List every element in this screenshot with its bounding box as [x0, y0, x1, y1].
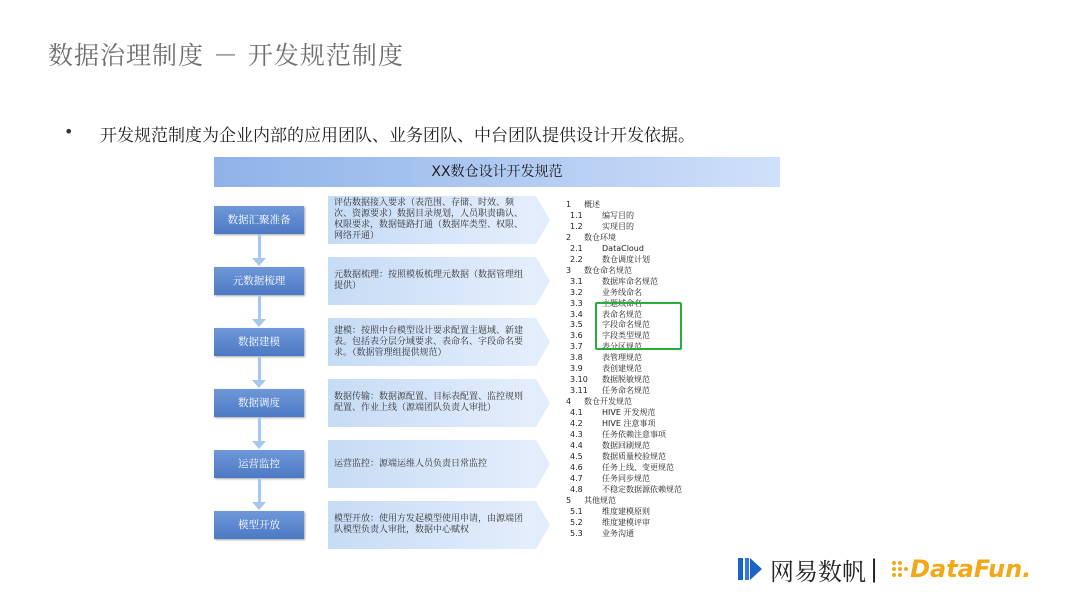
step-model-open: 模型开放 — [214, 511, 304, 539]
toc-entry-number: 2 — [566, 232, 572, 242]
toc-entry-title: 其他规范 — [584, 495, 714, 506]
toc-entry-number: 4.3 — [570, 429, 583, 439]
toc-entry-title: 数仓调度计划 — [602, 254, 732, 265]
toc-entry-number: 4 — [566, 397, 572, 407]
toc-entry — [570, 221, 784, 232]
toc-entry-title: 字段命名规范 — [602, 319, 732, 330]
step-metadata: 元数据梳理 — [214, 267, 304, 295]
slide-title: 数据治理制度 － 开发规范制度 — [48, 41, 404, 70]
toc-entry-title: 数仓命名规范 — [584, 265, 714, 276]
toc-entry-title: 数据回刷规范 — [602, 440, 732, 451]
highlight-box — [595, 302, 682, 350]
toc-entry — [570, 451, 784, 462]
toc-entry-number: 5.2 — [570, 517, 583, 527]
datafun-brand-text: DataFun. — [910, 555, 1032, 583]
toc-entry-title: 实现目的 — [602, 221, 732, 232]
toc-entry-number: 5 — [566, 495, 572, 505]
toc-entry — [570, 243, 784, 254]
toc-entry-title: 概述 — [584, 199, 714, 210]
netease-logo-icon — [736, 555, 764, 583]
toc-entry-title: 不稳定数据源依赖规范 — [602, 484, 732, 495]
flow-arrow — [258, 295, 261, 320]
toc-entry — [566, 232, 780, 243]
toc-entry-number: 1.2 — [570, 221, 583, 231]
flow-arrow — [258, 356, 261, 381]
toc-entry — [566, 396, 780, 407]
toc-entry-title: 任务命名规范 — [602, 385, 732, 396]
toc-entry-number: 3.6 — [570, 331, 583, 341]
toc-entry-title: 数据脱敏规范 — [602, 374, 732, 385]
datafun-dots-icon — [890, 559, 910, 579]
flow-arrow-head — [252, 441, 266, 449]
toc-entry — [570, 374, 784, 385]
toc-entry — [566, 199, 780, 210]
toc-entry — [570, 473, 784, 484]
toc-entry — [570, 418, 784, 429]
toc-entry-title: 任务上线、变更规范 — [602, 462, 732, 473]
flow-arrow — [258, 417, 261, 442]
toc-entry-number: 5.3 — [570, 528, 583, 538]
step-desc-model-open: 模型开放：使用方发起模型使用申请，由源端团队模型负责人审批，数据中心赋权 — [328, 501, 536, 549]
toc-entry-number: 3.5 — [570, 320, 583, 330]
toc-entry-number: 4.6 — [570, 462, 583, 472]
toc-entry — [570, 287, 784, 298]
spec-header: XX数仓设计开发规范 — [214, 157, 780, 187]
step-modeling: 数据建模 — [214, 328, 304, 356]
toc-entry-title: 维度建模原则 — [602, 506, 732, 517]
bullet-marker: • — [64, 122, 74, 141]
toc-entry-number: 3.1 — [570, 276, 583, 286]
toc-entry — [570, 210, 784, 221]
toc-entry-title: 数据质量校验规范 — [602, 451, 732, 462]
toc-entry-number: 5.1 — [570, 506, 583, 516]
toc-entry-number: 3.7 — [570, 342, 583, 352]
toc-entry-number: 4.7 — [570, 473, 583, 483]
toc-entry-number: 1 — [566, 200, 572, 209]
flow-arrow-head — [252, 258, 266, 266]
toc-entry — [570, 462, 784, 473]
branding — [736, 549, 1031, 589]
flow-arrow-head — [252, 502, 266, 510]
toc-entry-number: 4.4 — [570, 440, 583, 450]
step-scheduling: 数据调度 — [214, 389, 304, 417]
toc-entry-number: 3.4 — [570, 309, 583, 319]
desc-pointer — [536, 196, 550, 244]
desc-pointer — [536, 318, 550, 366]
desc-pointer — [536, 440, 550, 488]
toc-entry-title: 数据库命名规范 — [602, 276, 732, 287]
toc-entry-title: 编写目的 — [602, 210, 732, 221]
step-data-aggregation: 数据汇聚准备 — [214, 206, 304, 234]
toc-entry-title: 任务依赖注意事项 — [602, 429, 732, 440]
toc-entry — [566, 265, 780, 276]
toc-entry-title: 业务沟通 — [602, 528, 732, 539]
toc-entry — [566, 495, 780, 506]
toc-entry-number: 3.9 — [570, 364, 583, 374]
toc-entry — [570, 506, 784, 517]
toc-entry-number: 4.8 — [570, 484, 583, 494]
toc-entry-number: 4.1 — [570, 408, 583, 418]
desc-pointer — [536, 379, 550, 427]
toc-entry — [570, 429, 784, 440]
toc-entry-title: HIVE 开发规范 — [602, 407, 732, 418]
netease-brand-text: 网易数帆 — [770, 557, 866, 586]
toc-entry-title: 维度建模评审 — [602, 517, 732, 528]
toc-entry — [570, 440, 784, 451]
bullet-text: 开发规范制度为企业内部的应用团队、业务团队、中台团队提供设计开发依据。 — [100, 126, 695, 146]
toc-entry — [570, 517, 784, 528]
desc-pointer — [536, 501, 550, 549]
toc-entry — [570, 276, 784, 287]
toc-entry-number: 2.1 — [570, 243, 583, 253]
toc-entry-title: 数仓开发规范 — [584, 396, 714, 407]
toc-entry-title: 数仓环境 — [584, 232, 714, 243]
toc-entry-number: 1.1 — [570, 210, 583, 220]
toc-entry-number: 3.10 — [570, 375, 588, 385]
step-monitoring: 运营监控 — [214, 450, 304, 478]
toc-entry-number: 3.3 — [570, 298, 583, 308]
toc-entry — [570, 407, 784, 418]
brand-separator: | — [870, 555, 879, 583]
toc-entry-number: 3.8 — [570, 353, 583, 363]
toc-entry-number: 2.2 — [570, 254, 583, 264]
flow-arrow — [258, 478, 261, 503]
flow-arrow-head — [252, 319, 266, 327]
toc-entry-number: 3 — [566, 265, 572, 275]
toc-entry-title: 表分区规范 — [602, 341, 732, 352]
toc-entry-number: 4.2 — [570, 419, 583, 428]
toc-entry-title: 主题域命名 — [602, 298, 732, 309]
toc-entry-title: 表创建规范 — [602, 363, 732, 374]
toc-entry-number: 3.2 — [570, 287, 583, 297]
toc-entry-title: 任务同步规范 — [602, 473, 732, 484]
desc-pointer — [536, 257, 550, 305]
toc-entry-title: 表管理规范 — [602, 352, 732, 363]
toc-entry — [570, 528, 784, 539]
toc-entry-number: 4.5 — [570, 451, 583, 461]
toc-entry-title: HIVE 注意事项 — [602, 418, 732, 429]
step-desc-scheduling: 数据传输：数据源配置、目标表配置、监控规则配置、作业上线（源端团队负责人审批） — [328, 379, 536, 427]
toc-entry-number: 3.11 — [570, 386, 588, 396]
toc-entry-title: 业务线命名 — [602, 287, 732, 298]
step-desc-monitoring: 运营监控：源端运维人员负责日常监控 — [328, 440, 536, 488]
toc-entry — [570, 352, 784, 363]
toc-entry-title: DataCloud — [602, 243, 732, 254]
toc-entry — [570, 254, 784, 265]
toc-entry-title: 字段类型规范 — [602, 330, 732, 341]
flow-arrow-head — [252, 380, 266, 388]
toc-entry — [570, 484, 784, 495]
flow-arrow — [258, 234, 261, 259]
step-desc-metadata: 元数据梳理：按照模板梳理元数据（数据管理组提供） — [328, 257, 536, 305]
toc-entry — [570, 385, 784, 396]
toc-entry — [570, 363, 784, 374]
step-desc-data-aggregation: 评估数据接入要求（表范围、存储、时效、频次、资源要求）数据目录规划，人员职责确认、权限要求，数据链路打通（数据库类型、权限、网络开通） — [328, 196, 536, 244]
step-desc-modeling: 建模：按照中台模型设计要求配置主题域、新建表。包括表分层分域要求、表命名、字段命名要求。（数据管理组提供规范） — [328, 318, 536, 366]
toc-entry-title: 表命名规范 — [602, 309, 732, 320]
